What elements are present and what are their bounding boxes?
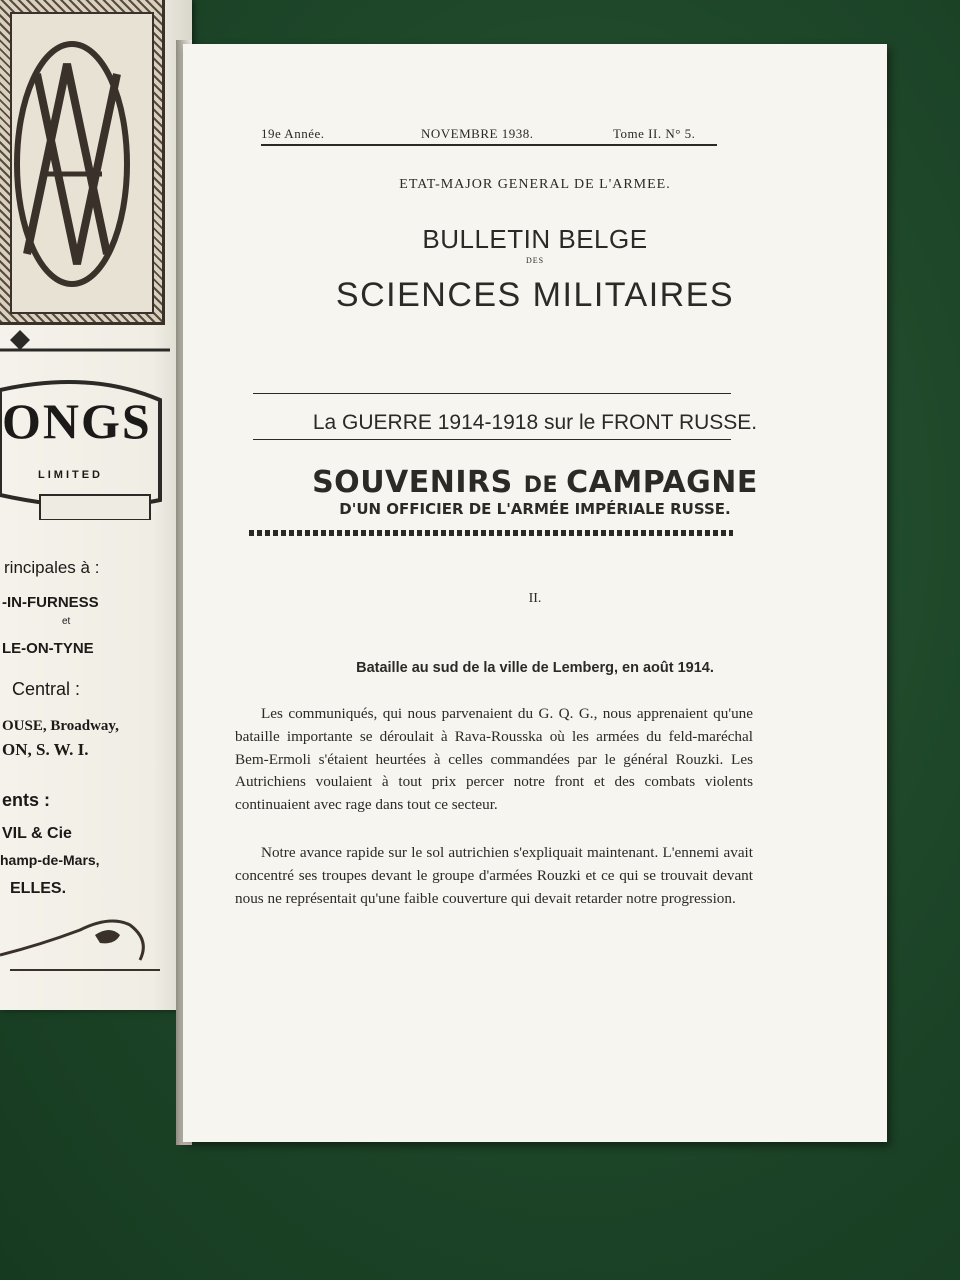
header-date: NOVEMBRE 1938. bbox=[421, 126, 534, 141]
section-heading: Bataille au sud de la ville de Lemberg, en août 1914. bbox=[356, 660, 714, 676]
sciences-title: SCIENCES MILITAIRES bbox=[335, 276, 735, 314]
left-page bbox=[0, 0, 192, 1010]
officier-subtitle: D'UN OFFICIER DE L'ARMÉE IMPÉRIALE RUSSE. bbox=[339, 500, 731, 518]
ad-line: OUSE, Broadway, bbox=[2, 718, 119, 734]
header-year: 19e Année. bbox=[261, 126, 325, 141]
guerre-subtitle: La GUERRE 1914-1918 sur le FRONT RUSSE. bbox=[312, 411, 758, 434]
ornate-border bbox=[0, 0, 165, 325]
ad-line: ON, S. W. I. bbox=[2, 740, 89, 759]
de-word: DE bbox=[523, 473, 567, 498]
ad-line: Central : bbox=[12, 679, 81, 699]
bulletin-title: BULLETIN BELGE bbox=[422, 224, 648, 254]
des-word: DES bbox=[525, 256, 545, 265]
header-tome: Tome II. N° 5. bbox=[613, 126, 696, 141]
section-number: II. bbox=[528, 591, 542, 606]
paragraph-1: Les communiqués, qui nous parvenaient du G. Q. G., nous apprenaient qu'une bataille importante se déroulait à Rava-Rousska où les armées du feld-maréchal Bem-Ermoli s'étaient heurtées à celles commandées par le général Rouzki. Les Autrichiens voulaient à tout prix percer notre front et des combats violents continuaient avec rage dans tout ce secteur. bbox=[235, 705, 753, 814]
bottom-rule bbox=[253, 439, 731, 440]
ad-line: rincipales à : bbox=[4, 558, 100, 577]
paragraph-2: Notre avance rapide sur le sol autrichien s'expliquait maintenant. L'ennemi avait concentré ses troupes devant le groupe d'armées Rouzki et ce qui se trouvait devant nous ne représentait qu'une faible couverture qui devait retarder notre progression. bbox=[235, 844, 753, 907]
right-page bbox=[183, 44, 887, 1142]
souvenirs-title bbox=[183, 465, 887, 500]
ad-line: VIL & Cie bbox=[2, 825, 72, 842]
top-rule bbox=[253, 393, 731, 394]
monogram-icon bbox=[12, 14, 152, 312]
ad-line: -IN-FURNESS bbox=[2, 594, 99, 611]
logo-limited: LIMITED bbox=[38, 469, 103, 481]
ad-line: ELLES. bbox=[10, 880, 67, 897]
scroll-ornament bbox=[0, 885, 170, 975]
souvenirs-word: SOUVENIRS bbox=[312, 465, 524, 500]
ad-line: LE-ON-TYNE bbox=[2, 640, 94, 657]
ad-line: ents : bbox=[2, 790, 51, 810]
ad-line: et bbox=[62, 616, 71, 627]
logo-wordmark: ONGS bbox=[2, 393, 152, 449]
decorative-dashed-rule bbox=[249, 530, 733, 536]
running-header bbox=[261, 126, 717, 146]
monogram-panel bbox=[10, 12, 154, 314]
campagne-word: CAMPAGNE bbox=[566, 465, 758, 500]
etat-major-line: ETAT-MAJOR GENERAL DE L'ARMEE. bbox=[399, 177, 671, 192]
ad-line: hamp-de-Mars, bbox=[0, 852, 100, 868]
